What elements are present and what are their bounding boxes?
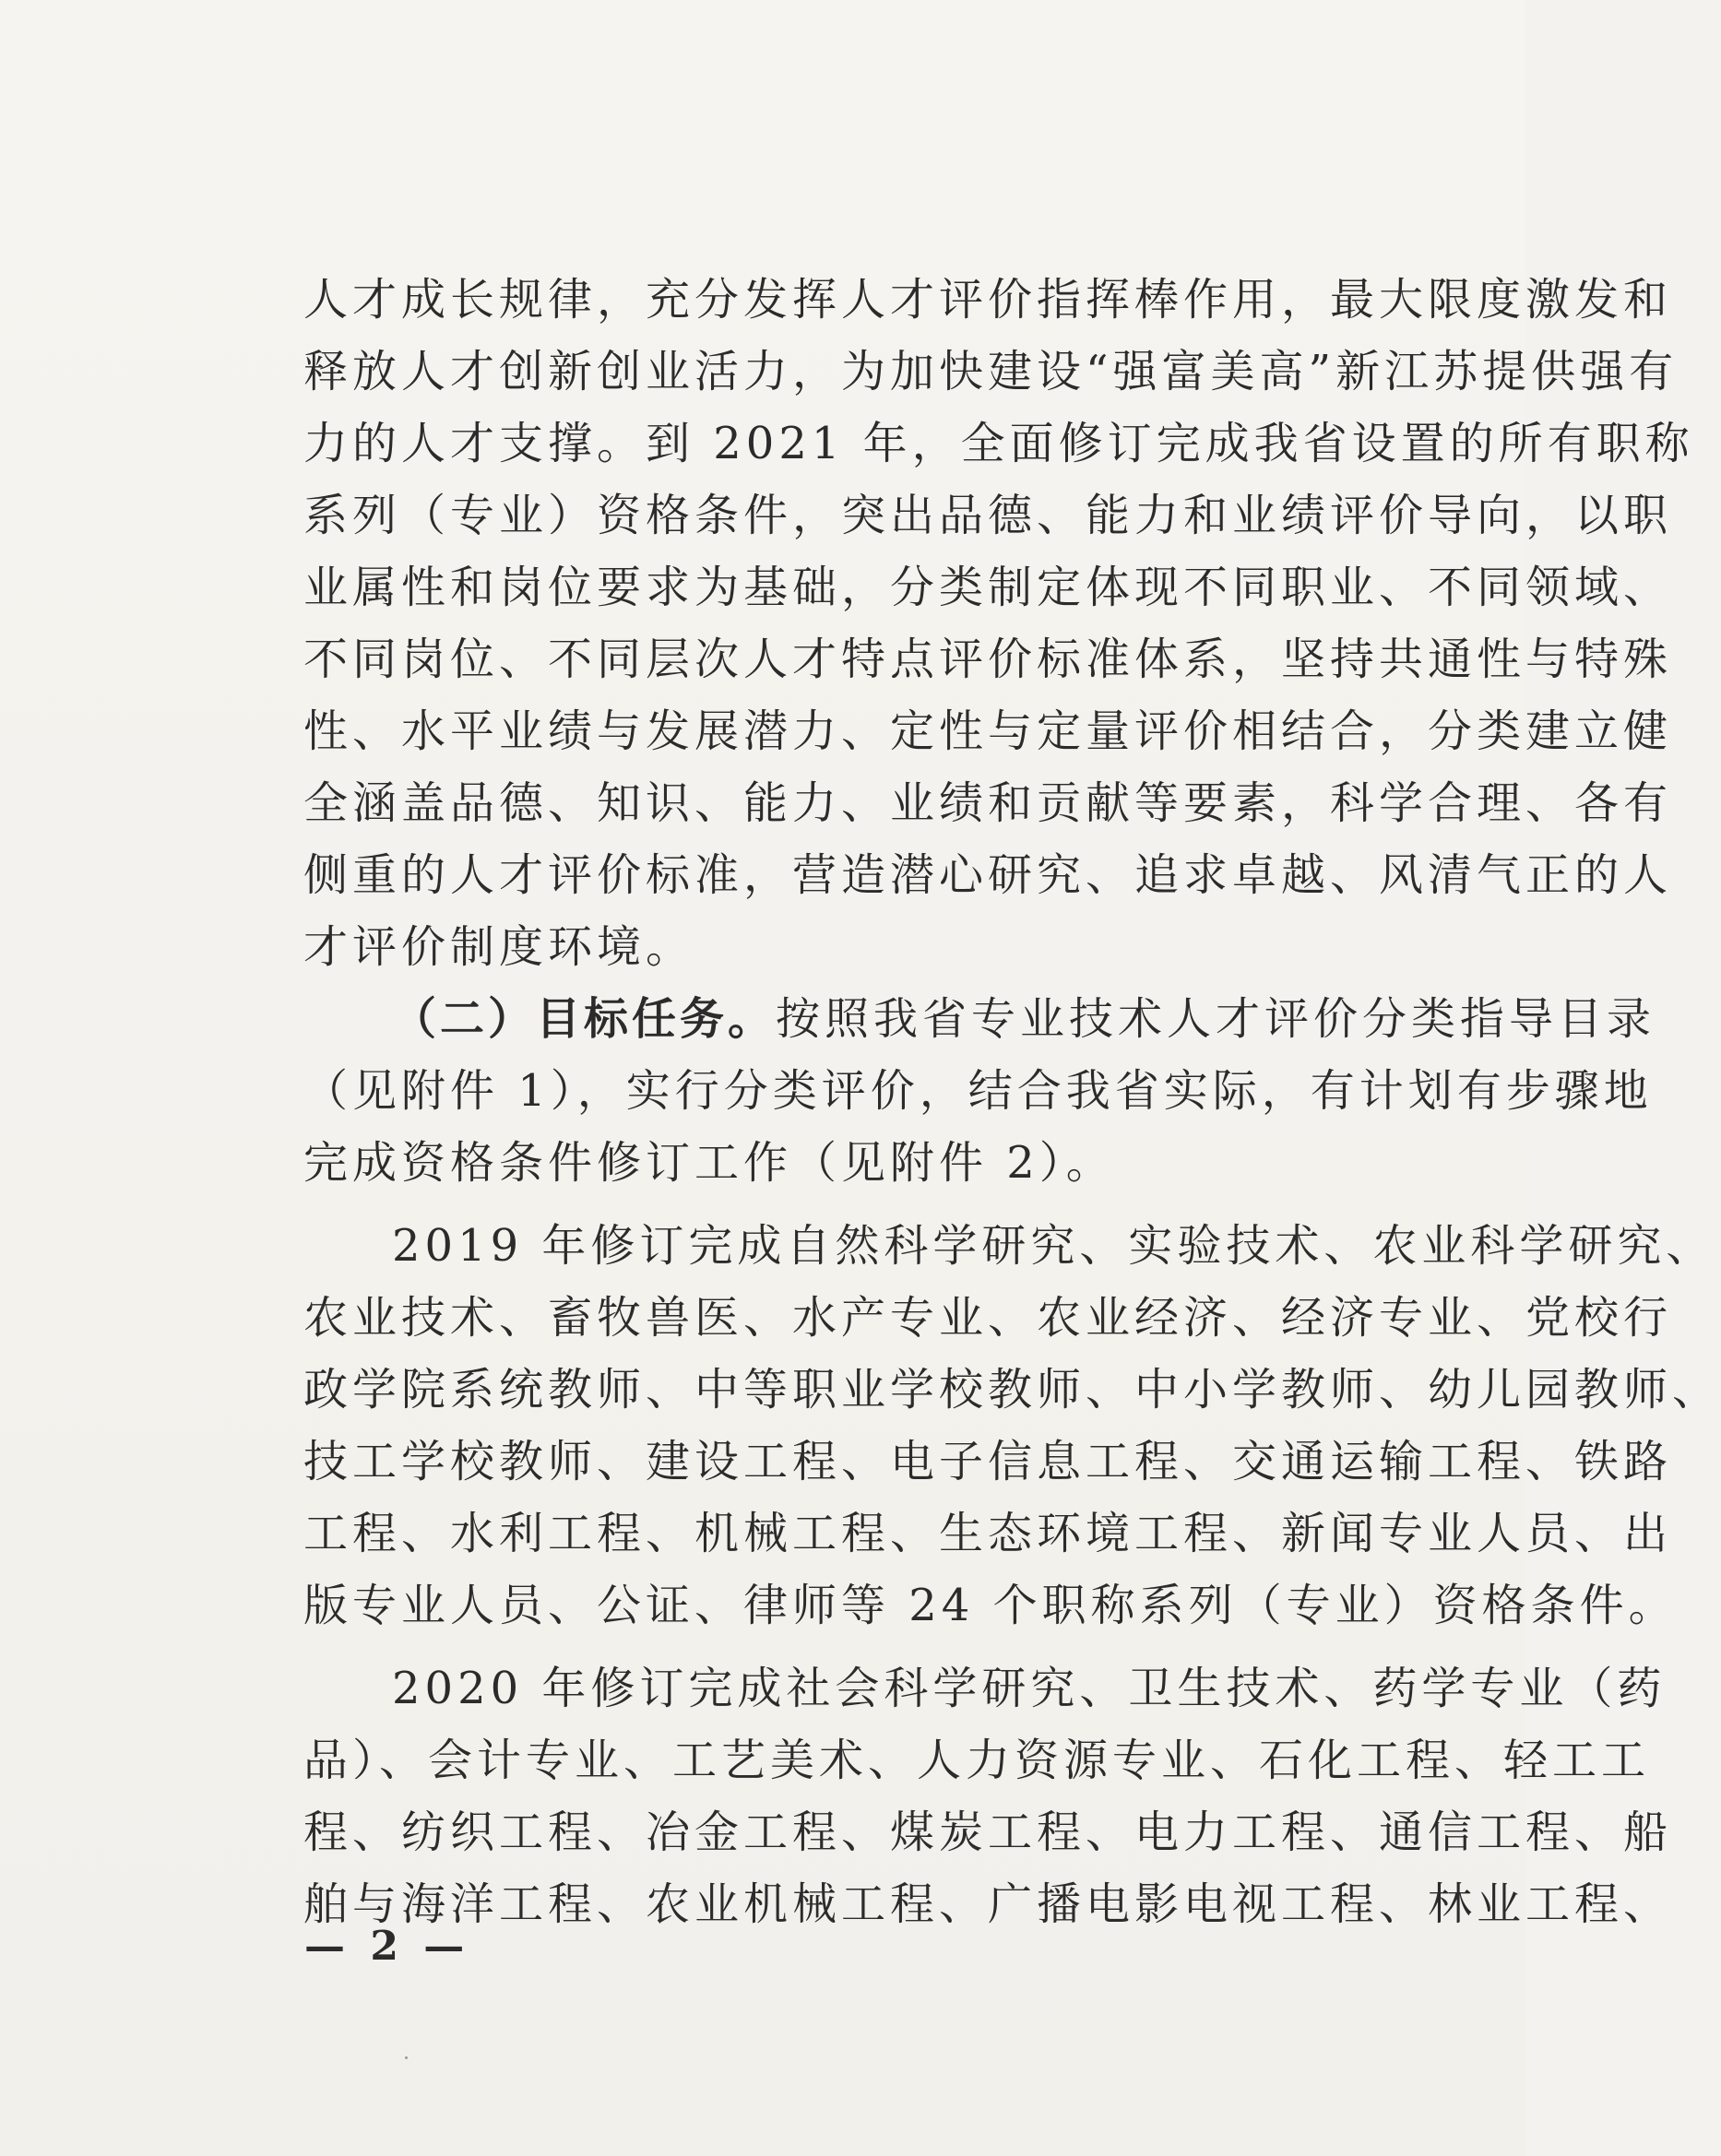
text-line: 性、水平业绩与发展潜力、定性与定量评价相结合，分类建立健: [303, 705, 1673, 757]
paragraph-talent-evaluation-goals: [303, 264, 1694, 983]
text-line: 不同岗位、不同层次人才特点评价标准体系，坚持共通性与特殊: [303, 634, 1673, 685]
section-heading: （二）目标任务。: [392, 993, 777, 1045]
paragraph-2019-revisions: [303, 1210, 1721, 1641]
text-line: 才评价制度环境。: [303, 921, 695, 973]
text-line: [303, 983, 1656, 1055]
paragraph-2020-revisions: [303, 1653, 1673, 1940]
text-line: 程、纺织工程、冶金工程、煤炭工程、电力工程、通信工程、船: [303, 1807, 1673, 1858]
text-line: 全涵盖品德、知识、能力、业绩和贡献等要素，科学合理、各有: [303, 777, 1673, 829]
text-line: 业属性和岗位要求为基础，分类制定体现不同职业、不同领域、: [303, 562, 1673, 613]
text-line: 系列（专业）资格条件，突出品德、能力和业绩评价导向，以职: [303, 490, 1673, 541]
body-text: [303, 264, 1721, 1940]
text-line: 人才成长规律，充分发挥人才评价指挥棒作用，最大限度激发和: [303, 274, 1673, 326]
scan-speck: [405, 2056, 408, 2059]
text-line: 政学院系统教师、中等职业学校教师、中小学教师、幼儿园教师、: [303, 1364, 1721, 1416]
text-line: 品）、会计专业、工艺美术、人力资源专业、石化工程、轻工工: [303, 1735, 1651, 1786]
text-line: 完成资格条件修订工作（见附件 2）。: [303, 1137, 1115, 1189]
text-line: 2020 年修订完成社会科学研究、卫生技术、药学专业（药: [392, 1663, 1667, 1714]
text-line: 农业技术、畜牧兽医、水产专业、农业经济、经济专业、党校行: [303, 1292, 1673, 1344]
text-span: 按照我省专业技术人才评价分类指导目录: [776, 993, 1656, 1045]
text-line: 2019 年修订完成自然科学研究、实验技术、农业科学研究、: [392, 1220, 1715, 1272]
text-line: 版专业人员、公证、律师等 24 个职称系列（专业）资格条件。: [303, 1580, 1678, 1631]
paragraph-target-tasks: [303, 983, 1656, 1199]
text-line: 舶与海洋工程、农业机械工程、广播电影电视工程、林业工程、: [303, 1878, 1673, 1930]
text-line: 力的人才支撑。到 2021 年，全面修订完成我省设置的所有职称: [303, 418, 1694, 469]
text-line: 工程、水利工程、机械工程、生态环境工程、新闻专业人员、出: [303, 1508, 1673, 1559]
text-line: （见附件 1），实行分类评价，结合我省实际，有计划有步骤地: [303, 1065, 1653, 1117]
text-line: 技工学校教师、建设工程、电子信息工程、交通运输工程、铁路: [303, 1436, 1673, 1487]
text-line: 侧重的人才评价标准，营造潜心研究、追求卓越、风清气正的人: [303, 849, 1673, 901]
text-line: 释放人才创新创业活力，为加快建设“强富美高”新江苏提供强有: [303, 346, 1679, 397]
page-number: — 2 —: [304, 1923, 470, 1970]
